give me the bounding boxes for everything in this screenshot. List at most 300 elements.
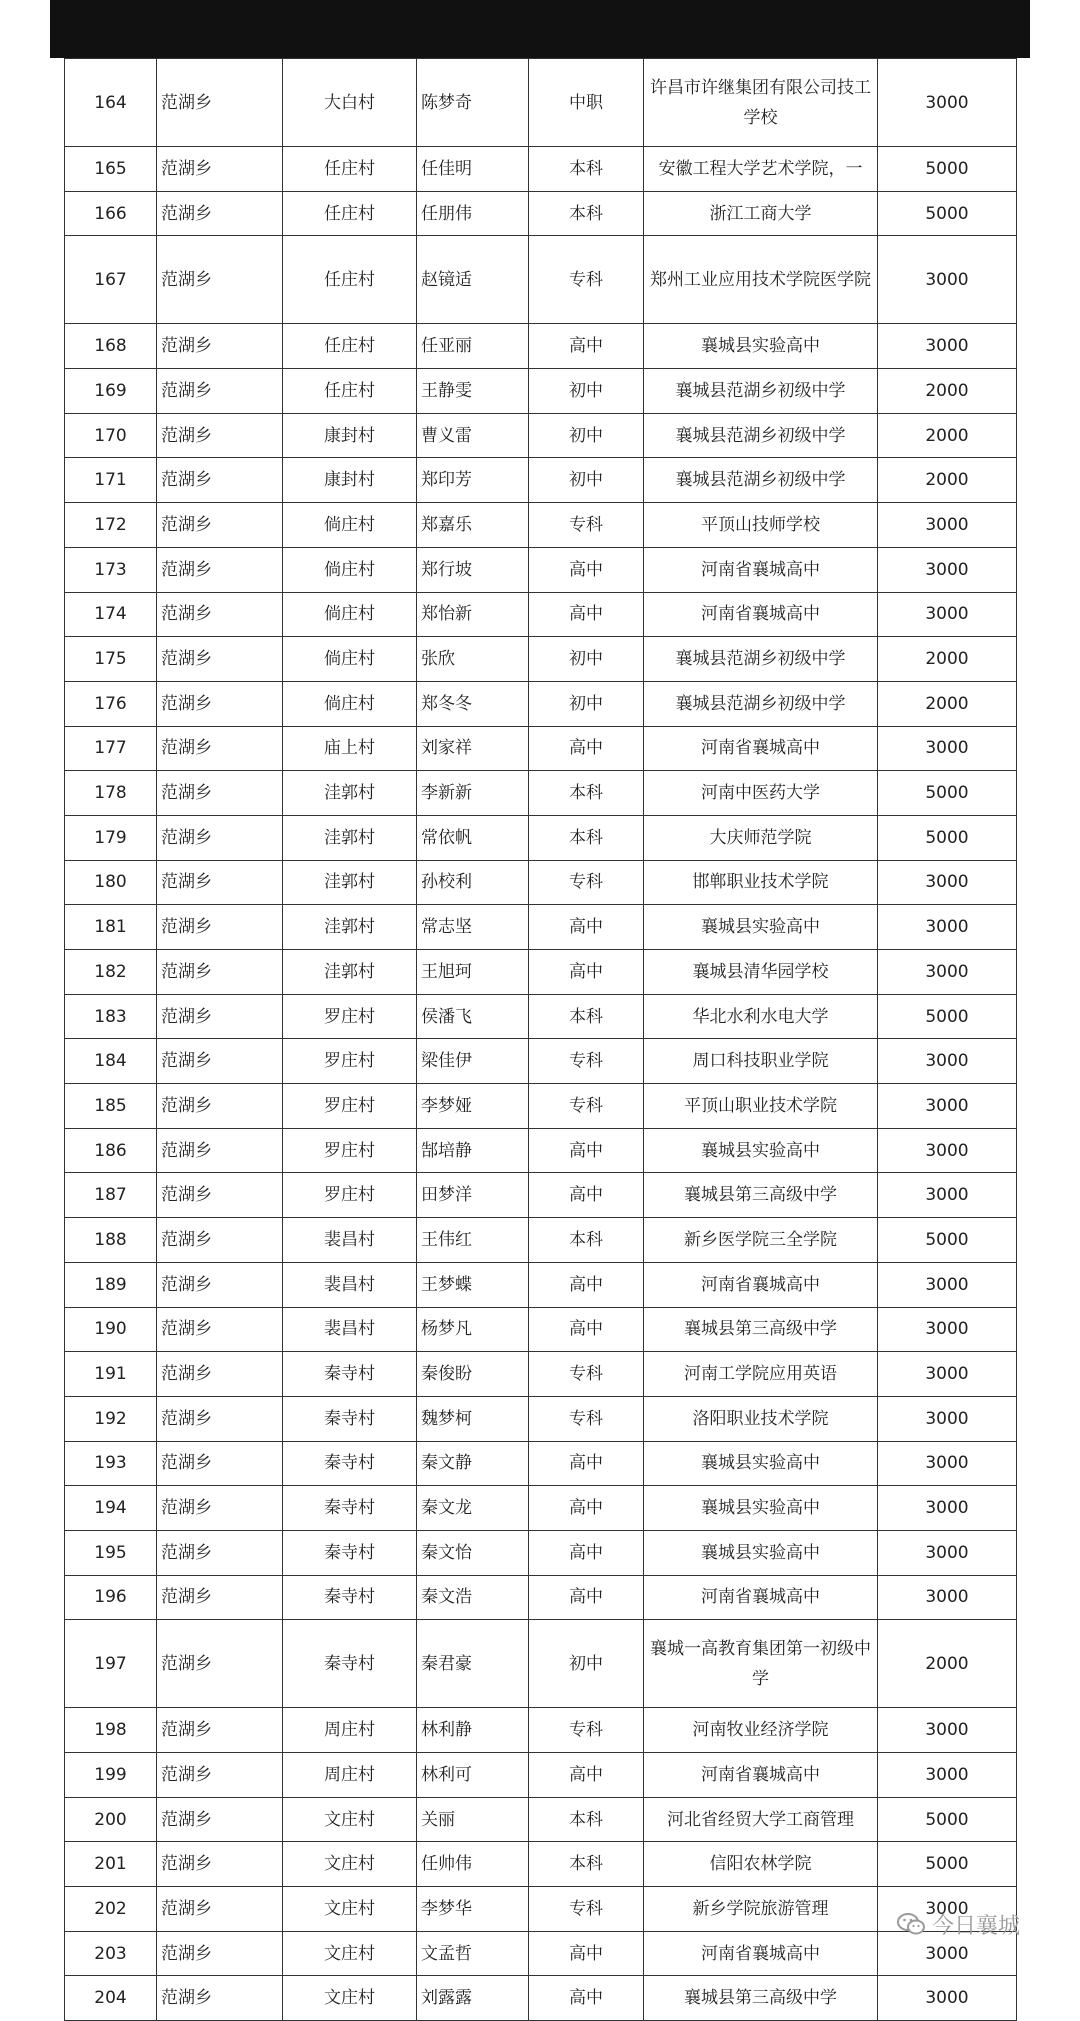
row-school: 河南工学院应用英语 [644,1352,878,1397]
row-village: 秦寺村 [283,1441,417,1486]
row-school: 襄城县清华园学校 [644,950,878,995]
row-town: 范湖乡 [157,503,283,548]
row-amount: 3000 [878,1976,1017,2021]
table-row [65,950,1017,995]
row-education-level: 初中 [529,681,644,726]
row-amount: 3000 [878,905,1017,950]
row-town: 范湖乡 [157,1352,283,1397]
row-number: 200 [65,1797,157,1842]
row-town: 范湖乡 [157,1842,283,1887]
row-name: 郑冬冬 [417,681,529,726]
row-number: 175 [65,637,157,682]
row-number: 193 [65,1441,157,1486]
row-village: 倘庄村 [283,592,417,637]
row-name: 梁佳伊 [417,1039,529,1084]
row-name: 关丽 [417,1797,529,1842]
row-school: 襄城县实验高中 [644,1486,878,1531]
row-amount: 5000 [878,147,1017,192]
row-amount: 5000 [878,994,1017,1039]
row-number: 165 [65,147,157,192]
row-name: 郑嘉乐 [417,503,529,548]
row-town: 范湖乡 [157,771,283,816]
row-village: 文庄村 [283,1931,417,1976]
row-name: 杨梦凡 [417,1307,529,1352]
row-village: 任庄村 [283,147,417,192]
row-name: 秦文怡 [417,1530,529,1575]
row-town: 范湖乡 [157,1039,283,1084]
row-name: 王旭珂 [417,950,529,995]
row-amount: 3000 [878,1575,1017,1620]
row-name: 王梦蝶 [417,1262,529,1307]
row-school: 河南省襄城高中 [644,1262,878,1307]
row-town: 范湖乡 [157,458,283,503]
row-name: 秦俊盼 [417,1352,529,1397]
row-amount: 3000 [878,1931,1017,1976]
row-town: 范湖乡 [157,1575,283,1620]
row-town: 范湖乡 [157,1084,283,1129]
row-amount: 2000 [878,681,1017,726]
row-name: 任佳明 [417,147,529,192]
row-village: 秦寺村 [283,1486,417,1531]
row-name: 孙校利 [417,860,529,905]
row-school: 许昌市许继集团有限公司技工学校 [644,59,878,147]
row-town: 范湖乡 [157,592,283,637]
row-amount: 3000 [878,1039,1017,1084]
row-town: 范湖乡 [157,413,283,458]
row-school: 平顶山职业技术学院 [644,1084,878,1129]
row-town: 范湖乡 [157,1441,283,1486]
row-amount: 3000 [878,1708,1017,1753]
row-name: 李梦华 [417,1887,529,1932]
table-row [65,1396,1017,1441]
row-number: 183 [65,994,157,1039]
row-amount: 3000 [878,860,1017,905]
row-school: 襄城县实验高中 [644,1128,878,1173]
row-town: 范湖乡 [157,994,283,1039]
row-town: 范湖乡 [157,547,283,592]
row-school: 河北省经贸大学工商管理 [644,1797,878,1842]
row-school: 河南省襄城高中 [644,1753,878,1798]
row-school: 河南省襄城高中 [644,726,878,771]
table-row [65,1708,1017,1753]
table-row [65,369,1017,414]
row-school: 河南省襄城高中 [644,547,878,592]
row-name: 林利静 [417,1708,529,1753]
row-amount: 5000 [878,815,1017,860]
row-school: 襄城县第三高级中学 [644,1976,878,2021]
row-school: 平顶山技师学校 [644,503,878,548]
row-name: 刘家祥 [417,726,529,771]
row-education-level: 中职 [529,59,644,147]
row-village: 秦寺村 [283,1530,417,1575]
row-number: 202 [65,1887,157,1932]
row-town: 范湖乡 [157,191,283,236]
row-education-level: 高中 [529,1486,644,1531]
row-town: 范湖乡 [157,59,283,147]
row-number: 180 [65,860,157,905]
row-amount: 5000 [878,191,1017,236]
table-row [65,324,1017,369]
row-education-level: 专科 [529,503,644,548]
row-school: 周口科技职业学院 [644,1039,878,1084]
row-town: 范湖乡 [157,1262,283,1307]
row-school: 洛阳职业技术学院 [644,1396,878,1441]
row-village: 洼郭村 [283,950,417,995]
row-village: 任庄村 [283,369,417,414]
row-village: 秦寺村 [283,1352,417,1397]
row-number: 184 [65,1039,157,1084]
row-education-level: 本科 [529,771,644,816]
row-number: 164 [65,59,157,147]
row-number: 188 [65,1218,157,1263]
row-school: 河南中医药大学 [644,771,878,816]
row-number: 199 [65,1753,157,1798]
row-village: 洼郭村 [283,815,417,860]
row-name: 王伟红 [417,1218,529,1263]
row-number: 178 [65,771,157,816]
row-education-level: 初中 [529,458,644,503]
row-amount: 3000 [878,1887,1017,1932]
table-row [65,1530,1017,1575]
row-village: 任庄村 [283,236,417,324]
roster-body [65,59,1017,2021]
table-row [65,637,1017,682]
row-amount: 3000 [878,324,1017,369]
row-name: 常志坚 [417,905,529,950]
row-town: 范湖乡 [157,1307,283,1352]
row-education-level: 专科 [529,1084,644,1129]
row-town: 范湖乡 [157,726,283,771]
row-education-level: 专科 [529,1396,644,1441]
row-village: 康封村 [283,413,417,458]
row-school: 襄城县范湖乡初级中学 [644,369,878,414]
row-amount: 3000 [878,726,1017,771]
table-row [65,59,1017,147]
wechat-icon [896,1911,926,1937]
table-row [65,1084,1017,1129]
row-school: 安徽工程大学艺术学院，一 [644,147,878,192]
row-town: 范湖乡 [157,369,283,414]
row-village: 倘庄村 [283,503,417,548]
row-village: 大白村 [283,59,417,147]
row-school: 河南牧业经济学院 [644,1708,878,1753]
row-village: 罗庄村 [283,1084,417,1129]
row-school: 新乡学院旅游管理 [644,1887,878,1932]
row-village: 洼郭村 [283,860,417,905]
row-village: 文庄村 [283,1887,417,1932]
row-amount: 2000 [878,369,1017,414]
table-row [65,592,1017,637]
row-school: 郑州工业应用技术学院医学院 [644,236,878,324]
row-number: 176 [65,681,157,726]
row-education-level: 高中 [529,1530,644,1575]
row-name: 文孟哲 [417,1931,529,1976]
row-education-level: 专科 [529,860,644,905]
table-row [65,503,1017,548]
row-school: 华北水利水电大学 [644,994,878,1039]
row-name: 郑印芳 [417,458,529,503]
table-row [65,1842,1017,1887]
row-town: 范湖乡 [157,147,283,192]
row-amount: 3000 [878,1173,1017,1218]
row-town: 范湖乡 [157,950,283,995]
table-row [65,458,1017,503]
row-number: 195 [65,1530,157,1575]
row-education-level: 高中 [529,1931,644,1976]
row-village: 罗庄村 [283,1039,417,1084]
row-village: 裴昌村 [283,1307,417,1352]
row-education-level: 专科 [529,1887,644,1932]
table-row [65,1887,1017,1932]
row-number: 190 [65,1307,157,1352]
row-number: 168 [65,324,157,369]
row-amount: 3000 [878,1530,1017,1575]
row-name: 秦文静 [417,1441,529,1486]
table-row [65,771,1017,816]
table-row [65,1575,1017,1620]
row-education-level: 高中 [529,950,644,995]
watermark [896,1907,1020,1941]
row-village: 庙上村 [283,726,417,771]
row-education-level: 高中 [529,324,644,369]
row-education-level: 本科 [529,994,644,1039]
row-village: 任庄村 [283,191,417,236]
table-row [65,1039,1017,1084]
row-village: 裴昌村 [283,1262,417,1307]
row-education-level: 本科 [529,1842,644,1887]
table-row [65,191,1017,236]
row-town: 范湖乡 [157,681,283,726]
row-village: 裴昌村 [283,1218,417,1263]
row-number: 198 [65,1708,157,1753]
row-amount: 2000 [878,413,1017,458]
row-town: 范湖乡 [157,236,283,324]
row-name: 郑怡新 [417,592,529,637]
row-town: 范湖乡 [157,815,283,860]
row-school: 襄城县实验高中 [644,324,878,369]
row-village: 周庄村 [283,1708,417,1753]
table-row [65,905,1017,950]
row-amount: 3000 [878,1262,1017,1307]
row-amount: 5000 [878,1797,1017,1842]
row-amount: 3000 [878,503,1017,548]
row-number: 186 [65,1128,157,1173]
row-education-level: 专科 [529,1708,644,1753]
row-name: 常依帆 [417,815,529,860]
row-school: 河南省襄城高中 [644,1931,878,1976]
row-education-level: 本科 [529,191,644,236]
row-education-level: 高中 [529,547,644,592]
row-name: 李梦娅 [417,1084,529,1129]
table-row [65,1441,1017,1486]
row-number: 174 [65,592,157,637]
top-black-bar [50,0,1030,58]
row-amount: 2000 [878,458,1017,503]
row-village: 倘庄村 [283,637,417,682]
row-number: 189 [65,1262,157,1307]
row-number: 194 [65,1486,157,1531]
row-village: 罗庄村 [283,994,417,1039]
row-town: 范湖乡 [157,1396,283,1441]
row-name: 秦文浩 [417,1575,529,1620]
row-education-level: 高中 [529,1173,644,1218]
row-school: 邯郸职业技术学院 [644,860,878,905]
row-village: 文庄村 [283,1976,417,2021]
row-name: 秦君豪 [417,1620,529,1708]
row-number: 185 [65,1084,157,1129]
table-row [65,860,1017,905]
row-town: 范湖乡 [157,1218,283,1263]
row-amount: 3000 [878,592,1017,637]
row-education-level: 高中 [529,1441,644,1486]
row-number: 173 [65,547,157,592]
table-row [65,1931,1017,1976]
row-education-level: 专科 [529,236,644,324]
row-school: 襄城县第三高级中学 [644,1307,878,1352]
table-row [65,815,1017,860]
row-education-level: 高中 [529,1307,644,1352]
row-village: 周庄村 [283,1753,417,1798]
row-education-level: 专科 [529,1039,644,1084]
row-education-level: 高中 [529,1753,644,1798]
row-town: 范湖乡 [157,1931,283,1976]
table-row [65,1262,1017,1307]
row-village: 康封村 [283,458,417,503]
row-school: 襄城县范湖乡初级中学 [644,681,878,726]
row-town: 范湖乡 [157,1530,283,1575]
row-amount: 3000 [878,1486,1017,1531]
row-town: 范湖乡 [157,1753,283,1798]
row-number: 203 [65,1931,157,1976]
row-town: 范湖乡 [157,1976,283,2021]
row-amount: 3000 [878,1128,1017,1173]
table-row [65,1128,1017,1173]
table-row [65,413,1017,458]
row-school: 襄城县范湖乡初级中学 [644,637,878,682]
row-amount: 3000 [878,950,1017,995]
row-amount: 5000 [878,1218,1017,1263]
row-school: 襄城县实验高中 [644,1441,878,1486]
row-school: 信阳农林学院 [644,1842,878,1887]
row-village: 秦寺村 [283,1620,417,1708]
row-school: 河南省襄城高中 [644,1575,878,1620]
row-school: 襄城县实验高中 [644,1530,878,1575]
row-town: 范湖乡 [157,860,283,905]
table-row [65,1352,1017,1397]
row-name: 任帅伟 [417,1842,529,1887]
row-education-level: 高中 [529,726,644,771]
row-education-level: 初中 [529,637,644,682]
row-education-level: 高中 [529,1128,644,1173]
row-name: 秦文龙 [417,1486,529,1531]
row-education-level: 高中 [529,905,644,950]
row-number: 204 [65,1976,157,2021]
row-education-level: 高中 [529,1976,644,2021]
row-name: 曹义雷 [417,413,529,458]
row-amount: 3000 [878,1441,1017,1486]
row-name: 陈梦奇 [417,59,529,147]
row-number: 192 [65,1396,157,1441]
row-village: 文庄村 [283,1797,417,1842]
row-name: 赵镜适 [417,236,529,324]
row-education-level: 本科 [529,1218,644,1263]
row-education-level: 本科 [529,1797,644,1842]
row-name: 刘露露 [417,1976,529,2021]
table-row [65,1976,1017,2021]
row-amount: 3000 [878,1396,1017,1441]
row-school: 新乡医学院三全学院 [644,1218,878,1263]
row-town: 范湖乡 [157,1486,283,1531]
row-village: 洼郭村 [283,771,417,816]
row-amount: 5000 [878,1842,1017,1887]
row-school: 襄城县第三高级中学 [644,1173,878,1218]
row-education-level: 初中 [529,369,644,414]
row-education-level: 高中 [529,1575,644,1620]
row-school: 襄城一高教育集团第一初级中学 [644,1620,878,1708]
row-school: 大庆师范学院 [644,815,878,860]
row-school: 襄城县范湖乡初级中学 [644,458,878,503]
row-education-level: 初中 [529,1620,644,1708]
row-education-level: 本科 [529,815,644,860]
table-row [65,147,1017,192]
row-town: 范湖乡 [157,637,283,682]
row-name: 林利可 [417,1753,529,1798]
table-row [65,1173,1017,1218]
table-row [65,1753,1017,1798]
row-number: 197 [65,1620,157,1708]
row-number: 182 [65,950,157,995]
row-amount: 3000 [878,59,1017,147]
row-number: 196 [65,1575,157,1620]
table-row [65,547,1017,592]
row-name: 张欣 [417,637,529,682]
row-amount: 3000 [878,1753,1017,1798]
row-number: 187 [65,1173,157,1218]
row-town: 范湖乡 [157,1173,283,1218]
row-education-level: 本科 [529,147,644,192]
row-school: 襄城县范湖乡初级中学 [644,413,878,458]
table-row [65,1218,1017,1263]
row-amount: 3000 [878,1084,1017,1129]
row-name: 魏梦柯 [417,1396,529,1441]
row-number: 169 [65,369,157,414]
row-number: 177 [65,726,157,771]
row-number: 172 [65,503,157,548]
row-school: 河南省襄城高中 [644,592,878,637]
watermark-text: 今日襄城 [932,1913,1021,1939]
row-village: 罗庄村 [283,1173,417,1218]
row-town: 范湖乡 [157,1620,283,1708]
row-name: 任亚丽 [417,324,529,369]
row-name: 任朋伟 [417,191,529,236]
row-amount: 3000 [878,547,1017,592]
table-row [65,1620,1017,1708]
table-row [65,994,1017,1039]
row-village: 倘庄村 [283,681,417,726]
row-number: 170 [65,413,157,458]
row-town: 范湖乡 [157,1797,283,1842]
row-village: 任庄村 [283,324,417,369]
row-education-level: 高中 [529,592,644,637]
table-row [65,681,1017,726]
row-town: 范湖乡 [157,1708,283,1753]
row-amount: 2000 [878,637,1017,682]
table-row [65,726,1017,771]
row-town: 范湖乡 [157,1128,283,1173]
row-name: 侯潘飞 [417,994,529,1039]
row-name: 王静雯 [417,369,529,414]
row-town: 范湖乡 [157,324,283,369]
